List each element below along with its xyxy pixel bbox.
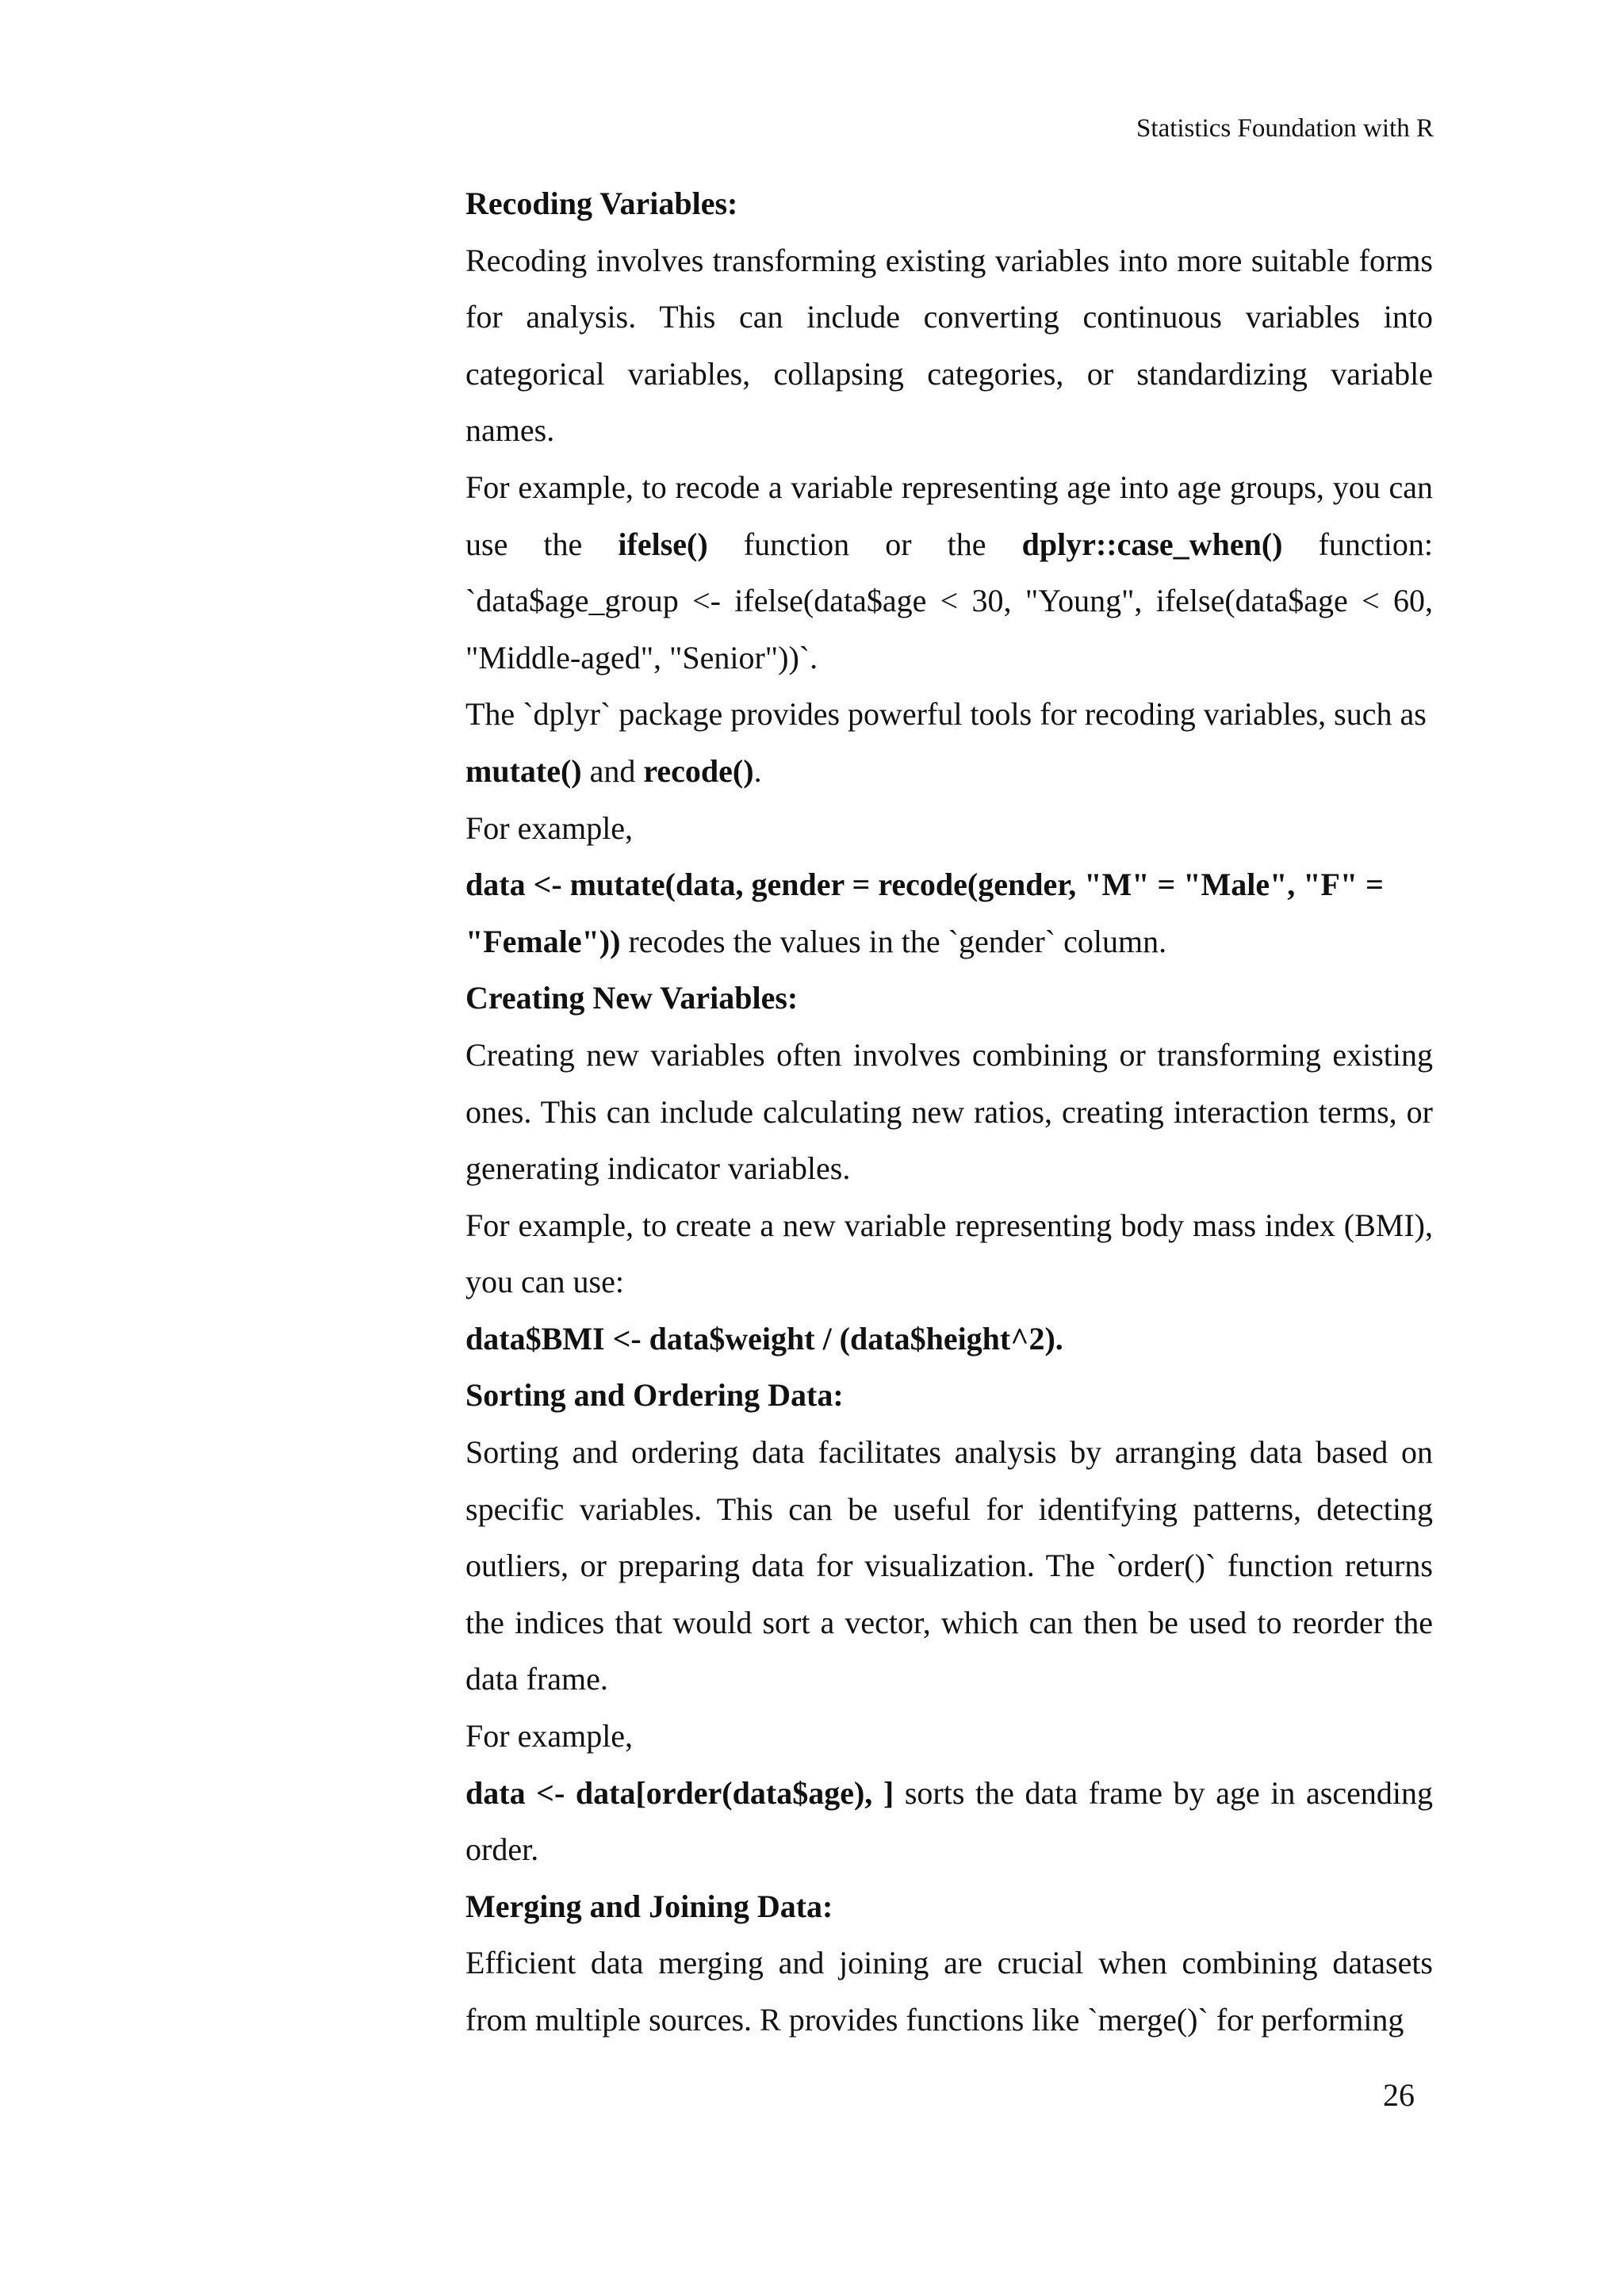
page-body — [465, 175, 1433, 2049]
text-segment: function: `data$age_group <- ifelse(data$age < 30, "Young", ifelse(data$age < 60, "Middle-aged", "Senior"))`. — [465, 526, 1433, 675]
function-name-case-when: dplyr::case_when() — [1021, 526, 1283, 562]
text-segment: sorts the data frame by age in ascending order. — [465, 1774, 1433, 1868]
paragraph-for-example-recode: For example, — [465, 809, 634, 846]
page-number: 26 — [1383, 2077, 1415, 2113]
code-bmi: data$BMI <- data$weight / (data$height^2). — [465, 1320, 1063, 1357]
paragraph-creating-intro: Creating new variables often involves combining or transforming existing ones. This can include calculating new ratios, creating interaction terms, or generating indicator variables. — [465, 1036, 1433, 1187]
paragraph-for-example-sort: For example, — [465, 1718, 634, 1755]
text-segment: recodes the values in the `gender` column. — [620, 923, 1167, 959]
text-segment: . — [753, 752, 762, 789]
paragraph-recoding-intro: Recoding involves transforming existing variables into more suitable forms for analysis. This can include converting continuous variables into categorical variables, collapsing categories, or standardizing variable names. — [465, 242, 1433, 449]
paragraph-merging-intro: Efficient data merging and joining are crucial when combining datasets from multiple sources. R provides functions like `merge()` for performing — [465, 1945, 1433, 2038]
text-segment: function or the — [707, 526, 1022, 562]
section-heading-creating: Creating New Variables: — [465, 980, 799, 1016]
function-name-mutate: mutate() — [465, 752, 582, 789]
code-recode-gender: data <- mutate(data, gender = recode(gender, "M" = "Male", "F" = "Female")) — [465, 867, 1384, 959]
paragraph-recoding-example — [465, 459, 1433, 686]
text-segment: The `dplyr` package provides powerful tools for recoding variables, such as — [465, 696, 1427, 733]
code-order-age: data <- data[order(data$age), ] — [465, 1774, 894, 1811]
paragraph-recode-code — [465, 856, 1433, 970]
paragraph-creating-example: For example, to create a new variable representing body mass index (BMI), you can use: — [465, 1207, 1433, 1300]
section-heading-recoding: Recoding Variables: — [465, 186, 738, 221]
section-heading-merging: Merging and Joining Data: — [465, 1888, 833, 1924]
section-heading-sorting: Sorting and Ordering Data: — [465, 1377, 844, 1414]
paragraph-sort-code — [465, 1765, 1433, 1878]
function-name-recode: recode() — [643, 752, 754, 789]
function-name-ifelse: ifelse() — [618, 526, 708, 562]
text-segment: For example, to recode a variable representing age into age groups, you can use the — [465, 469, 1433, 562]
text-segment: and — [581, 752, 644, 789]
running-header: Statistics Foundation with R — [1136, 114, 1434, 143]
paragraph-sorting-intro: Sorting and ordering data facilitates analysis by arranging data based on specific variables. This can be useful for identifying patterns, detecting outliers, or preparing data for visualization. The `order()` function returns the indices that would sort a vector, which can then be used to reorder the data frame. — [465, 1434, 1433, 1697]
paragraph-dplyr — [465, 686, 1433, 799]
